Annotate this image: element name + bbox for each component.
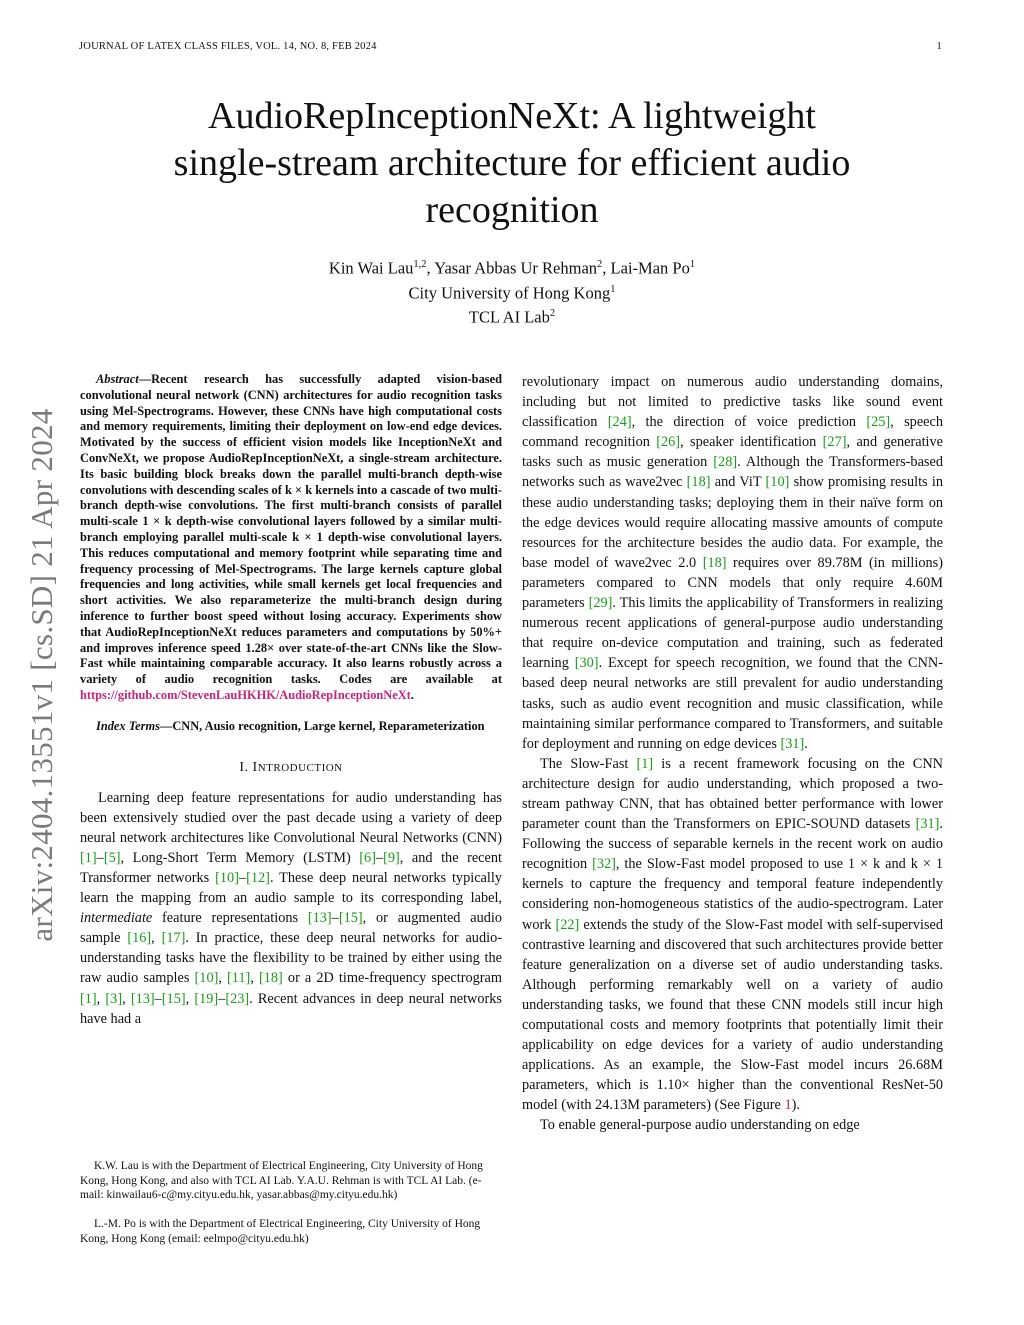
citation[interactable]: [18] — [686, 474, 711, 491]
citation[interactable]: [10] — [194, 970, 219, 987]
citation[interactable]: [22] — [555, 916, 580, 933]
arxiv-stamp-text: arXiv:2404.13551v1 [cs.SD] 21 Apr 2024 — [24, 408, 59, 942]
citation[interactable]: [12] — [246, 870, 270, 886]
citation[interactable]: [15] — [161, 990, 186, 1007]
citation[interactable]: [31] — [780, 735, 805, 752]
citation[interactable]: [24] — [607, 414, 632, 431]
title-line-3: recognition — [425, 189, 599, 231]
abstract-label: Abstract — [96, 372, 139, 386]
figure-reference[interactable]: 1 — [784, 1097, 792, 1114]
citation[interactable]: [16] — [127, 930, 152, 947]
citation[interactable]: [13] — [307, 910, 332, 927]
citation[interactable]: [31] — [915, 816, 940, 833]
citation[interactable]: [13] — [130, 990, 155, 1007]
citation[interactable]: [30] — [574, 655, 599, 672]
citation[interactable]: [25] — [866, 414, 891, 431]
left-column — [80, 372, 502, 1029]
author-block — [100, 254, 924, 328]
index-terms-label: Index Terms — [96, 718, 160, 733]
right-column — [522, 372, 943, 1136]
citation[interactable]: [17] — [161, 930, 186, 947]
footnote-affiliation-2: L.-M. Po is with the Department of Electrical Engineering, City University of Hong Kong, Hong Kong (email: eelmpo@cityu.edu.hk) — [80, 1218, 481, 1245]
title-line-1: AudioRepInceptionNeXt: A lightweight — [208, 95, 816, 137]
citation[interactable]: [6] — [359, 849, 376, 866]
citation[interactable]: [27] — [822, 434, 847, 451]
citation[interactable]: [28] — [713, 454, 738, 471]
citation[interactable]: [32] — [592, 856, 616, 873]
citation[interactable]: [10] — [765, 474, 790, 491]
affiliation-2: TCL AI Lab$^2$ — [468, 307, 556, 327]
paper-title — [100, 93, 924, 234]
author-2: Yasar Abbas Ur Rehman — [434, 258, 598, 278]
title-line-2: single-stream architecture for efficient audio — [173, 142, 851, 184]
abstract: Abstract—Recent research has successfully adapted vision-based convolutional neural network (CNN) architectures for audio recognition tasks using Mel-Spectrograms. However, these CNNs have high computational costs and memory requirements, limiting their deployment on low-end edge devices. Motivated by the success of efficient vision models like InceptionNeXt and ConvNeXt, we propose AudioRepInceptionNeXt, a single-stream architecture. Its basic building block breaks down the parallel multi-branch depth-wise convolutions with descending scales of k × k kernels into a cascade of two multi-branch depth-wise convolutions. The first multi-branch consists of parallel multi-scale 1 × k depth-wise convolutional layers followed by a similar multi-branch employing parallel multi-scale k × 1 depth-wise convolutional layers. This reduces computational and memory footprint while separating time and frequency processing of Mel-Spectrograms. The large kernels capture global frequencies and long activities, while small kernels get local frequencies and short activities. We also reparameterize the multi-branch design during inference to further boost speed without losing accuracy. Experiments show that AudioRepInceptionNeXt reduces parameters and computations by 50%+ and improves inference speed 1.28× over state-of-the-art CNNs like the Slow-Fast while maintaining comparable accuracy. It also learns robustly across a variety of audio recognition tasks. Codes are available at https://github.com/StevenLauHKHK/AudioRepInceptionNeXt. — [80, 372, 502, 702]
intro-paragraph-3: To enable general-purpose audio understanding on edge — [540, 1117, 860, 1134]
citation[interactable]: [1] — [636, 755, 654, 772]
citation[interactable]: [1] — [80, 849, 97, 866]
page-number: 1 — [936, 41, 942, 52]
citation[interactable]: [26] — [656, 434, 681, 451]
citation[interactable]: [15] — [338, 910, 363, 927]
index-terms: Index Terms—CNN, Ausio recognition, Large kernel, Reparameterization — [96, 718, 485, 733]
intro-paragraph-1: Learning deep feature representations for audio understanding has been extensively studied over the past decade using a variety of deep neural network architectures like Convolutional Neural Networks (CNN) [1]–[5], Long-Short Term Memory (LSTM) [6]–[9], and the recent Transformer networks [10]–[12]. These deep neural networks typically learn the mapping from an audio sample to its corresponding label, intermediate feature representations [13]–[15], or augmented audio sample [16], [17]. In practice, these deep neural networks for audio-understanding tasks have the flexibility to be trained by either using the raw audio samples [10], [11], [18] or a 2D time-frequency spectrogram [1], [3], [13]–[15], [19]–[23]. Recent advances in deep neural networks have had a — [80, 789, 502, 1027]
footnote-affiliation-1: K.W. Lau is with the Department of Electrical Engineering, City University of Hong Kong, Hong Kong, and also with TCL AI Lab. Y.A.U. Rehman is with TCL AI Lab. (e-mail: kinwailau6-c@my.cityu.edu.hk, yasar.abbas@my.cityu.edu.hk) — [80, 1160, 483, 1202]
citation[interactable]: [18] — [259, 970, 283, 987]
arxiv-stamp — [12, 380, 72, 970]
citation[interactable]: [10] — [215, 870, 239, 886]
citation[interactable]: [29] — [588, 595, 613, 612]
author-1: Kin Wai Lau — [328, 258, 414, 278]
citation[interactable]: [18] — [702, 554, 727, 571]
citation[interactable]: [11] — [227, 970, 251, 987]
author-list: Kin Wai Lau$^{1,2}$, Yasar Abbas Ur Rehman$^2$, Lai-Man Po$^1$ — [328, 258, 696, 278]
citation[interactable]: [1] — [80, 990, 97, 1007]
citation[interactable]: [5] — [103, 849, 121, 866]
section-heading-introduction: I. INTRODUCTION — [239, 759, 343, 775]
affiliation-1: City University of Hong Kong$^1$ — [408, 283, 616, 302]
intro-paragraph-1-continued: revolutionary impact on numerous audio understanding domains, including but not limited to predictive tasks like sound event classification [24], the direction of voice prediction [25], speech command recognition [26], speaker identification [27], and generative tasks such as music generation [28]. Although the Transformers-based networks such as wave2vec [18] and ViT [10] show promising results in these audio understanding tasks; deploying them in their naïve form on the edge devices would require allocating massive amounts of compute resources for the architecture besides the audio data. For example, the base model of wave2vec 2.0 [18] requires over 89.78M (in millions) parameters compared to CNN models that only require 4.60M parameters [29]. This limits the applicability of Transformers in realizing numerous recent applications of general-purpose audio understanding that require on-device computation and training, such as federated learning [30]. Except for speech recognition, we found that the CNN-based deep neural networks are still prevalent for audio understanding tasks, such as audio event recognition and music classification, while maintaining similar performance compared to Transformers, and suitable for deployment and running on edge devices [31]. — [522, 374, 944, 752]
citation[interactable]: [23] — [225, 990, 250, 1007]
citation[interactable]: [3] — [105, 990, 123, 1007]
code-link[interactable]: https://github.com/StevenLauHKHK/AudioRepInceptionNeXt — [80, 687, 411, 702]
author-3: Lai-Man Po — [610, 258, 690, 278]
citation[interactable]: [19] — [194, 990, 219, 1007]
citation[interactable]: [9] — [383, 849, 400, 866]
running-header: JOURNAL OF LATEX CLASS FILES, VOL. 14, NO. 8, FEB 2024 — [79, 41, 377, 52]
intro-paragraph-2: The Slow-Fast [1] is a recent framework focusing on the CNN architecture design for audio understanding, which proposed a two-stream pathway CNN, that has obtained better performance with lower parameter count than the Transformers on EPIC-SOUND datasets [31]. Following the success of separable kernels in the recent work on audio recognition [32], the Slow-Fast model proposed to use 1 × k and k × 1 kernels to capture the frequency and temporal feature independently considering non-homogeneous statistics of the audio-spectrogram. Later work [22] extends the study of the Slow-Fast model with self-supervised contrastive learning and discovered that such architectures provide better feature generalization on a diverse set of audio understanding tasks. Although performing remarkably well on a variety of audio understanding tasks, we found that these CNN models still incur high computational costs and memory footprints that potentially limit their applicability on edge devices for a variety of audio understanding applications. As an example, the Slow-Fast model incurs 26.68M parameters, which is 1.10× higher than the conventional ResNet-50 model (with 24.13M parameters) (See Figure 1). — [522, 755, 944, 1114]
